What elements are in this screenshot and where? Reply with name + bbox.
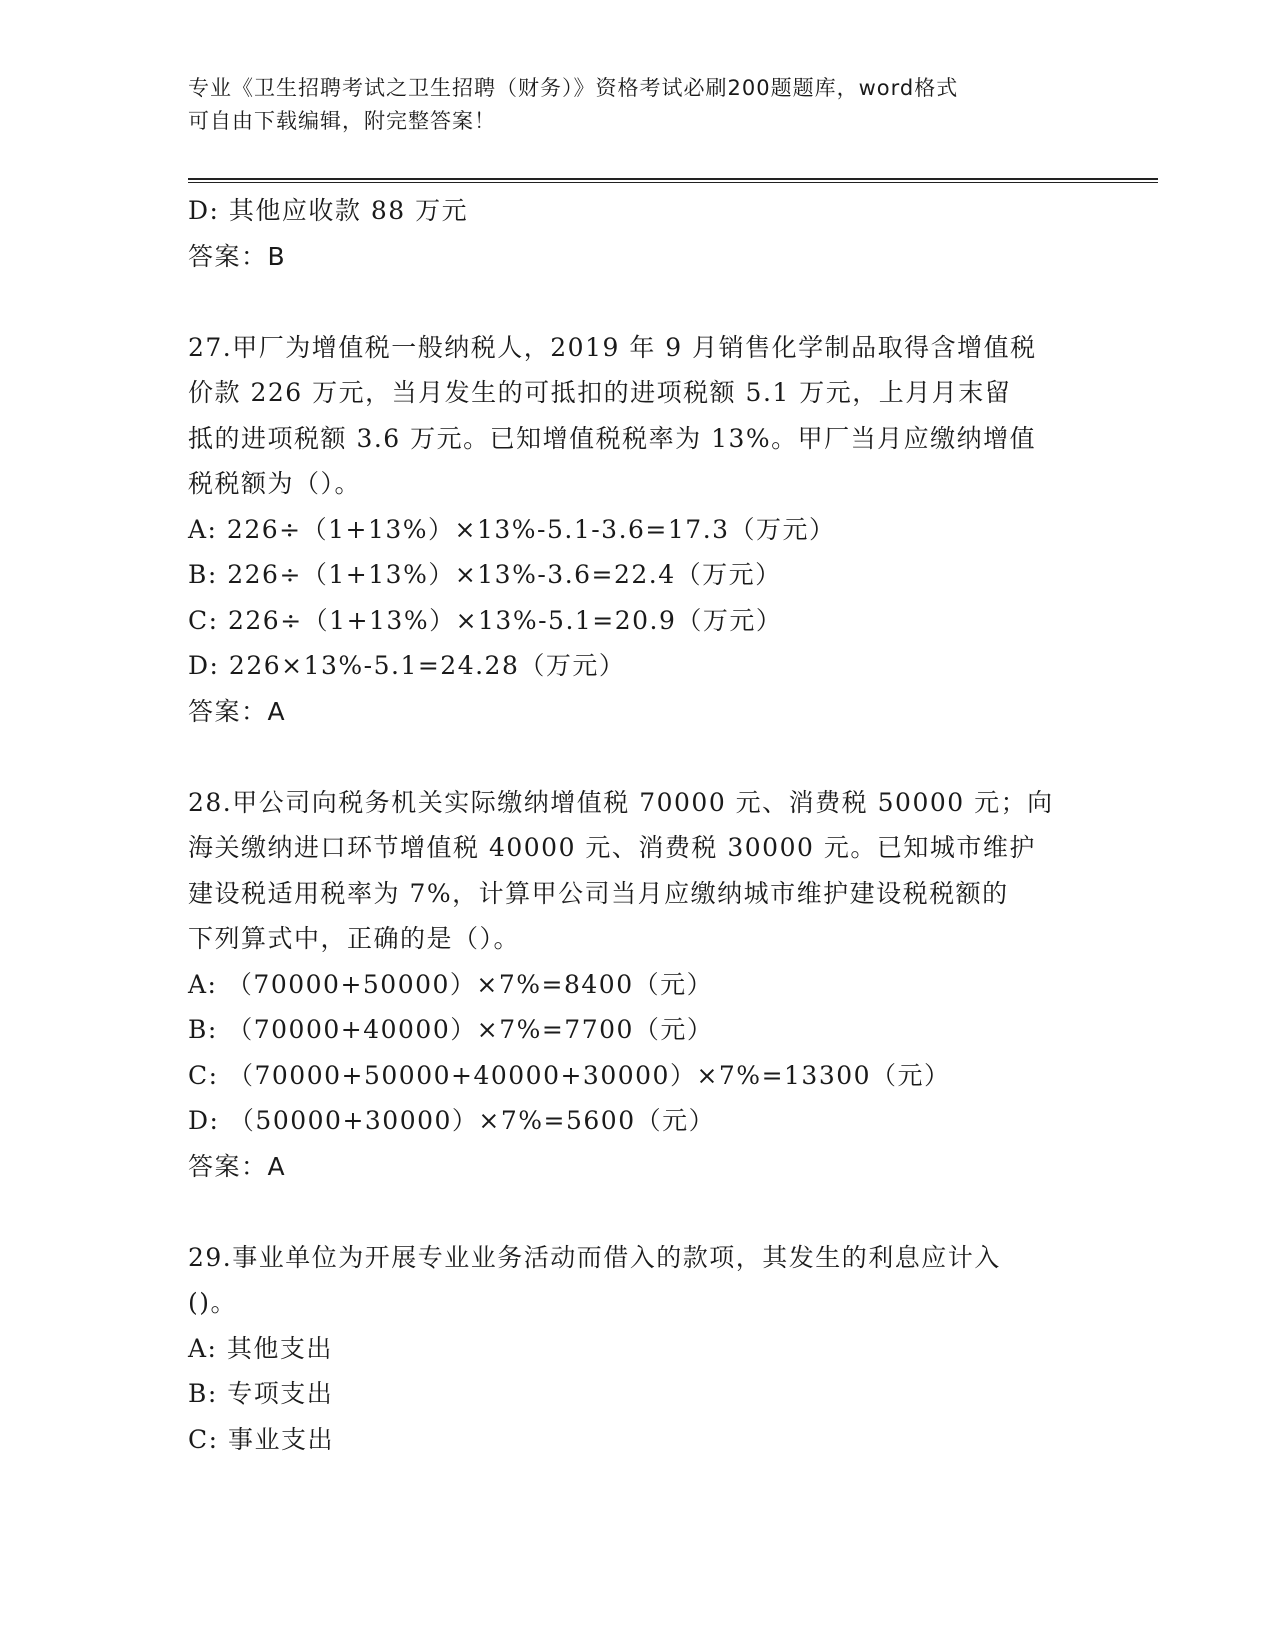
question-27 [188,325,1088,735]
spacer [188,734,1088,780]
prev-question-option-d: D: 其他应收款 88 万元 [188,196,469,225]
question-stem-line: 抵的进项税额 3.6 万元。已知增值税税率为 13%。甲厂当月应缴纳增值 [188,423,1037,453]
question-stem-line: 税税额为（）。 [188,469,362,498]
prev-question-answer: 答案：B [188,241,287,271]
header-title-line-1: 专业《卫生招聘考试之卫生招聘（财务）》资格考试必刷200题题库，word格式 [188,76,959,100]
question-stem-line: ()。 [188,1288,238,1317]
option-b: B: 226÷（1+13%）×13%-3.6=22.4（万元） [188,560,782,589]
header-title-line-2: 可自由下载编辑，附完整答案！ [188,109,496,133]
option-b: B: 专项支出 [188,1379,334,1408]
spacer [188,1189,1088,1235]
option-a: A: 其他支出 [188,1333,333,1363]
option-c: C: （70000+50000+40000+30000）×7%=13300（元） [188,1060,951,1090]
header-divider [188,178,1158,183]
document-body [188,188,1088,1462]
question-stem-line: 27.甲厂为增值税一般纳税人，2019 年 9 月销售化学制品取得含增值税 [188,332,1037,362]
question-stem-line: 29.事业单位为开展专业业务活动而借入的款项，其发生的利息应计入 [188,1242,1001,1272]
question-stem-line: 下列算式中，正确的是（）。 [188,924,521,953]
document-header [188,72,1088,138]
spacer [188,279,1088,325]
question-28 [188,780,1088,1190]
option-b: B: （70000+40000）×7%=7700（元） [188,1015,714,1044]
option-a: A: 226÷（1+13%）×13%-5.1-3.6=17.3（万元） [188,514,836,544]
answer-label: 答案：A [188,1151,287,1181]
option-d: D: （50000+30000）×7%=5600（元） [188,1106,716,1135]
option-a: A: （70000+50000）×7%=8400（元） [188,969,714,999]
question-stem-line: 价款 226 万元，当月发生的可抵扣的进项税额 5.1 万元，上月月末留 [188,378,1012,407]
option-c: C: 226÷（1+13%）×13%-5.1=20.9（万元） [188,605,783,635]
question-stem-line: 28.甲公司向税务机关实际缴纳增值税 70000 元、消费税 50000 元；向 [188,787,1054,817]
option-d: D: 226×13%-5.1=24.28（万元） [188,651,626,680]
question-stem-line: 海关缴纳进口环节增值税 40000 元、消费税 30000 元。已知城市维护 [188,833,1036,862]
question-29 [188,1235,1088,1463]
option-c: C: 事业支出 [188,1424,334,1454]
question-stem-line: 建设税适用税率为 7%，计算甲公司当月应缴纳城市维护建设税税额的 [188,878,1009,908]
answer-label: 答案：A [188,696,287,726]
